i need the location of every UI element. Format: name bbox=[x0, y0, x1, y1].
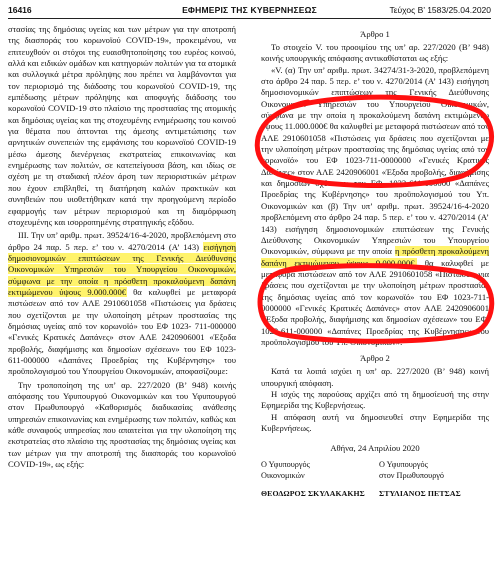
signature-block-2 bbox=[379, 460, 489, 500]
highlighted-passage: η πρόσθετη προκαλούμενη δαπάνη εκτιμώμενου ύψους 9.000.000€, bbox=[261, 246, 489, 268]
signatory-1-ministry: Οικονομικών bbox=[261, 470, 305, 480]
left-column bbox=[8, 24, 236, 470]
page-header bbox=[8, 3, 491, 17]
right-column bbox=[261, 24, 489, 520]
page-number: 16416 bbox=[8, 5, 32, 15]
article-2-heading: Άρθρο 2 bbox=[360, 353, 390, 364]
item-v-text-start: «V. (α) Την υπ’ αριθμ. πρωτ. 34274/31-3-2020, προβλεπόμενη στο άρθρο 24 παρ. 5 περ. ε’ του ν. 4270/2014 (Α’ 143) εισήγηση δημοσιονομικών επιπτώσεων της Γενικής Διεύθυνσης Οικονομικών Υπηρεσιών του Υπουργείου Οικονομικών, σύμφωνα με την οποία η προκαλούμενη δαπάνη εκτιμώμενου ύψους 11.000.000€ θα καλυφθεί με μεταφορά πιστώσεων από τον ΑΛΕ 2910601058 «Πιστώσεις για δράσεις που σχετίζονται με την υλοποίηση μέτρων προστασίας της δημόσιας υγείας από τον κορωνοϊό» του ΕΦ 1023-711-0000000 «Γενικές Κρατικές Δαπάνες» στον ΑΛΕ 2420906001 «Έξοδα προβολής, διαφήμισης και δημοσίων σχέσεων» του ΕΦ. 1023-611-000000 «Δαπάνες Προεδρίας της Κυβέρνησης» του προϋπολογισμού του Υπ. Οικονομικών και (β) Την υπ’ αριθμ. πρωτ. 39524/16-4-2020 προβλεπόμενη στο άρθρο 24 παρ. 5 περ. ε’ του ν. 4270/2014 (Α’ 143) εισήγηση δημοσιονομικών επιπτώσεων της Γενικής Διεύθυνσης Οικονομικών Υπηρεσιών του Υπουργείου Οικονομικών, σύμφωνα με την οποία bbox=[261, 64, 489, 257]
signatures bbox=[261, 460, 489, 520]
item-iii-text-start: ΙΙΙ. Την υπ’ αριθμ. πρωτ. 39524/16-4-2020, προβλεπόμενη στο άρθρο 24 παρ. 5 περ. ε’ του ν. 4270/2014 (Α’ 143) bbox=[8, 230, 236, 252]
item-iii-text-end: θα καλυφθεί με μεταφορά πιστώσεων από τον ΑΛΕ 2910601058 «Πιστώσεις για δράσεις που σχετίζονται με την υλοποίηση μέτρων προστασίας της δημόσιας υγείας από τον κορωνοϊό» του ΕΦ 1023- 711-000000 «Γενικές Κρατικές Δαπάνες» στον ΑΛΕ 2420906001 «Έξοδα προβολής, διαφήμισης και δημοσίων σχέσεων» του ΕΦ 1023-611-000000 «Δαπάνες Προεδρίας της Κυβέρνησης» του προϋπολογισμού του Υπουργείου Οικονομικών, αποφασίζουμε: bbox=[8, 286, 236, 377]
signatory-1-name: ΘΕΟΔΩΡΟΣ ΣΚΥΛΑΚΑΚΗΣ bbox=[261, 489, 365, 499]
issue-info: Τεύχος Β’ 1583/25.04.2020 bbox=[389, 5, 491, 15]
signatory-2-name: ΣΤΥΛΙΑΝΟΣ ΠΕΤΣΑΣ bbox=[379, 489, 461, 499]
item-v-text-end: θα καλυφθεί με μεταφορά πιστώσεων από τον ΑΛΕ 2910601058 «Πιστώσεις για δράσεις που σχετίζονται με την υλοποίηση μέτρων προστασίας της δημόσιας υγείας από τον κορωνοϊό» του ΕΦ 1023-711-0000000 «Γενικές Κρατικές Δαπάνες» στον ΑΛΕ 2420906001 «Έξοδα προβολής, διαφήμισης και δημοσίων σχέσεων» του ΕΦ. 1023-611-000000 «Δαπάνες Προεδρίας της Κυβέρνησης» του προϋπολογισμού του Υπ. Οικονομικών». bbox=[261, 257, 489, 347]
signatory-2-ministry: στον Πρωθυπουργό bbox=[379, 470, 444, 480]
decision-paragraph: Την τροποποίηση της υπ’ αρ. 227/2020 (Β’ 948) κοινής απόφασης του Υφυπουργού Οικονομικών και του Υφυπουργού στον Πρωθυπουργό «Καθορισμός διαδικασίας ανάθεσης υπηρεσιών επικοινωνίας και ενημέρωσης των πολιτών, καθώς και κάθε συναφούς υπηρεσίας που απαιτείται για την υλοποίηση της εκστρατείας στο πλαίσιο της προστασίας της δημόσιας υγείας και των μέτρων για την αποτροπή της διασποράς του κορωνοϊού COVID-19», ως εξής: bbox=[8, 379, 236, 470]
validity-clause: Η ισχύς της παρούσας αρχίζει από τη δημοσίευσή της στην Εφημερίδα της Κυβερνήσεως. bbox=[261, 388, 489, 411]
signature-block-1 bbox=[261, 460, 371, 500]
gazette-title: ΕΦΗΜΕΡΙΣ ΤΗΣ ΚΥΒΕΡΝΗΣΕΩΣ bbox=[182, 5, 317, 15]
header-rule bbox=[8, 18, 491, 19]
article-1-heading: Άρθρο 1 bbox=[360, 29, 390, 39]
preamble-paragraph: στασίας της δημόσιας υγείας και των μέτρων για την αποτροπή της διασποράς του κορωνοϊού COVID-19», προκειμένου, να επιτευχθούν οι στόχοι της ευαισθητοποίησης του ευρέος κοινού, αλλά και ειδικών ομάδων και κατηγοριών πολιτών για τα ατομικά και συλλογικά μέτρα πρόληψης που πρέπει να λαμβάνονται για τον περιορισμό της διάδοσης του κορωνοϊού COVID-19, της εμπέδωσης μέτρων πρόληψης και αποφυγής διάδοσης του κορωνοϊού COVID-19 στο πλαίσιο της προστασίας της ατομικής και δημόσιας υγείας και της στοχευμένης ενημέρωσης του κοινού για θέματα που άπτονται της άμεσης αντιμετώπισης των αρνητικών συνεπειών της εμφάνισης του κορωνοϊού COVID-19 μέσω άμεσης διενέργειας εκστρατείας επικοινωνίας και ενημέρωσης των πολιτών, σε κατεπείγουσα βάση, και ιδίως σε σχέση με τη σταδιακή πλέον άρση των περιοριστικών μέτρων που έχουν επιβληθεί, τη διατήρηση καλών πρακτικών και συνηθειών που υιοθετήθηκαν κατά την προηγούμενη περίοδο εφαρμογής των μέτρων περιορισμού και τη διαμόρφωση στοχευμένης και ισορροπημένης στρατηγικής εξόδου. bbox=[8, 24, 236, 227]
article-1-intro: Το στοιχείο V. του προοιμίου της υπ’ αρ. 227/2020 (Β’ 948) κοινής υπουργικής απόφασης αντικαθίσταται ως εξής: bbox=[261, 42, 489, 64]
preamble-item-iii bbox=[8, 230, 236, 377]
signatory-1-role: Ο Υφυπουργός bbox=[261, 460, 310, 470]
article-2-text: Κατά τα λοιπά ισχύει η υπ’ αρ. 227/2020 (Β’ 948) κοινή υπουργική απόφαση. bbox=[261, 366, 489, 388]
publication-clause: Η απόφαση αυτή να δημοσιευθεί στην Εφημερίδα της Κυβερνήσεως. bbox=[261, 411, 489, 433]
signatory-2-role: Ο Υφυπουργός bbox=[379, 460, 428, 470]
highlighted-passage: εισήγηση δημοσιονομικών επιπτώσεων της Γενικής Διεύθυνσης Οικονομικών Υπηρεσιών του Υπουργείου Οικονομικών, σύμφωνα με την οποία η πρόσθετη προκαλούμενη δαπάνη εκτιμώμενου ύψους 9.000.000€ bbox=[8, 241, 236, 297]
article-1-item-v bbox=[261, 65, 489, 349]
signing-date: Αθήνα, 24 Απριλίου 2020 bbox=[330, 443, 420, 454]
